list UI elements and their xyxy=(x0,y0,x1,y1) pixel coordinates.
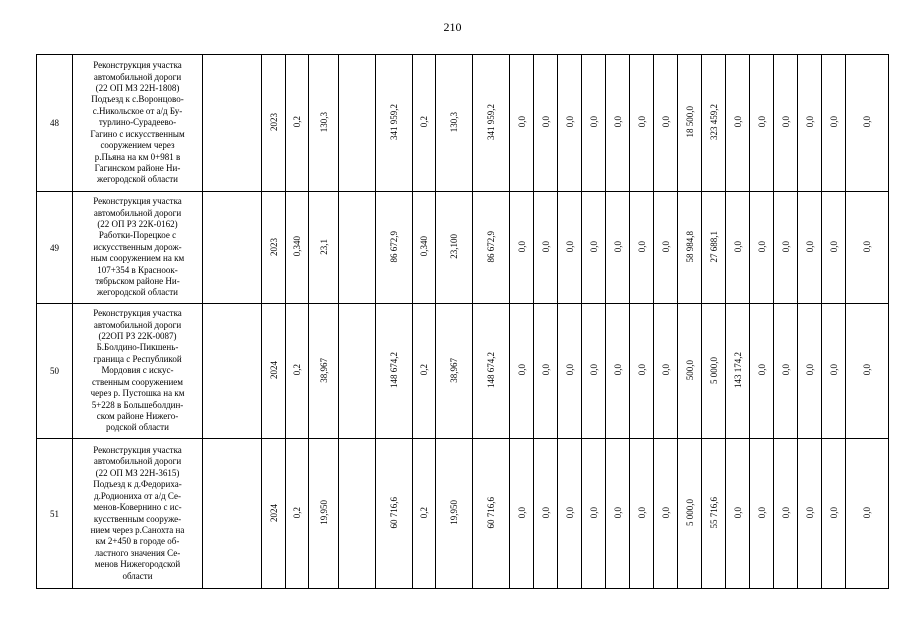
value-text: 27 688,1 xyxy=(708,230,719,263)
value-text: 0,0 xyxy=(804,364,815,376)
value-text: 0,0 xyxy=(660,364,671,376)
value-cell xyxy=(678,192,702,304)
value-text: 0,0 xyxy=(756,506,767,519)
value-cell xyxy=(534,55,558,192)
value-text: 55 716,6 xyxy=(708,496,719,529)
value-text: 0,0 xyxy=(564,240,575,253)
value-cell xyxy=(582,192,606,304)
value-text: 0,0 xyxy=(780,364,791,376)
value-cell xyxy=(262,439,286,589)
value-cell xyxy=(413,439,436,589)
value-text: 0,0 xyxy=(756,364,767,376)
value-text: 0,2 xyxy=(292,364,302,376)
value-text: 0,0 xyxy=(804,240,815,253)
value-text: 323 459,2 xyxy=(708,104,719,140)
value-text: 0,0 xyxy=(732,506,743,519)
value-text: 60 716,6 xyxy=(486,496,496,529)
value-text: 0,0 xyxy=(780,240,791,253)
value-cell xyxy=(510,192,534,304)
value-text: 0,0 xyxy=(516,364,527,376)
value-cell xyxy=(654,439,678,589)
value-cell xyxy=(606,304,630,439)
value-text: 60 716,6 xyxy=(389,496,399,529)
value-text: 0,0 xyxy=(660,240,671,253)
value-cell xyxy=(473,304,510,439)
table-row xyxy=(37,304,889,439)
value-cell xyxy=(558,55,582,192)
value-cell xyxy=(339,439,376,589)
value-cell xyxy=(309,55,339,192)
value-text: 0,0 xyxy=(862,240,872,253)
value-cell xyxy=(774,439,798,589)
value-text: 5 000,0 xyxy=(684,499,695,526)
value-text: 0,0 xyxy=(540,240,551,253)
value-text: 0,340 xyxy=(292,236,302,257)
value-cell xyxy=(750,439,774,589)
value-cell xyxy=(558,192,582,304)
value-text: 0,0 xyxy=(660,116,671,128)
value-text: 0,0 xyxy=(516,506,527,519)
value-cell xyxy=(678,55,702,192)
value-cell xyxy=(309,192,339,304)
value-cell xyxy=(376,192,413,304)
row-number: 51 xyxy=(37,439,73,589)
value-cell xyxy=(339,304,376,439)
value-cell xyxy=(436,55,473,192)
value-text: 86 672,9 xyxy=(486,230,496,263)
value-text: 0,0 xyxy=(612,116,623,128)
value-text: 0,0 xyxy=(804,506,815,519)
value-cell xyxy=(654,304,678,439)
value-cell xyxy=(413,192,436,304)
value-text: 0,0 xyxy=(540,116,551,128)
value-text: 0,0 xyxy=(516,240,527,253)
value-cell xyxy=(534,304,558,439)
value-cell xyxy=(846,55,889,192)
value-text: 341 959,2 xyxy=(486,104,496,140)
value-text: 19,950 xyxy=(318,500,329,525)
value-cell xyxy=(606,55,630,192)
value-cell xyxy=(630,304,654,439)
value-cell xyxy=(473,439,510,589)
value-cell xyxy=(822,192,846,304)
value-text: 0,0 xyxy=(828,506,839,519)
row-number: 50 xyxy=(37,304,73,439)
value-text: 148 674,2 xyxy=(486,352,496,388)
row-number: 48 xyxy=(37,55,73,192)
value-text: 2024 xyxy=(268,503,279,522)
value-cell xyxy=(846,304,889,439)
value-cell xyxy=(630,192,654,304)
value-text: 0,0 xyxy=(862,506,872,519)
value-cell xyxy=(203,304,262,439)
value-text: 5 000,0 xyxy=(708,356,719,384)
value-cell xyxy=(798,192,822,304)
value-cell xyxy=(798,439,822,589)
value-text: 2024 xyxy=(268,361,279,379)
value-cell xyxy=(534,192,558,304)
value-text: 0,340 xyxy=(419,236,429,257)
value-cell xyxy=(726,55,750,192)
value-cell xyxy=(286,55,309,192)
value-cell xyxy=(702,192,726,304)
value-cell xyxy=(413,55,436,192)
value-cell xyxy=(606,439,630,589)
value-text: 0,0 xyxy=(588,364,599,376)
value-cell xyxy=(798,304,822,439)
value-text: 38,967 xyxy=(449,357,459,383)
value-cell xyxy=(630,55,654,192)
value-text: 143 174,2 xyxy=(732,352,743,388)
value-text: 86 672,9 xyxy=(389,230,399,263)
value-cell xyxy=(750,192,774,304)
value-cell xyxy=(822,55,846,192)
value-cell xyxy=(582,439,606,589)
value-cell xyxy=(654,55,678,192)
value-text: 130,3 xyxy=(449,111,459,133)
value-cell xyxy=(286,304,309,439)
object-description: Реконструкция участка автомобильной дороги (22 ОП РЗ 22К-0162) Работки-Порецкое с искусственным дорож- ным сооружением на км 107+354 в Красноок- тябрьском районе Ни- жегородской области xyxy=(73,192,203,304)
value-cell xyxy=(774,192,798,304)
value-text: 0,0 xyxy=(660,506,671,519)
object-description: Реконструкция участка автомобильной дороги (22ОП РЗ 22К-0087) Б.Болдино-Пикшень- граница с Республикой Мордовия с искус- ственным сооружением через р. Пустошка на км 5+228 в Большеболдин- ском районе Нижего- родской области xyxy=(73,304,203,439)
value-cell xyxy=(558,439,582,589)
value-cell xyxy=(510,439,534,589)
value-text: 130,3 xyxy=(318,111,329,133)
value-cell xyxy=(534,439,558,589)
value-text: 0,2 xyxy=(419,506,429,519)
value-text: 0,0 xyxy=(780,116,791,128)
value-cell xyxy=(774,55,798,192)
value-cell xyxy=(702,304,726,439)
value-text: 0,0 xyxy=(612,240,623,253)
value-text: 0,2 xyxy=(419,364,429,376)
table-row xyxy=(37,439,889,589)
value-text: 341 959,2 xyxy=(389,104,399,140)
value-text: 19,950 xyxy=(449,500,459,525)
row-number: 49 xyxy=(37,192,73,304)
value-cell xyxy=(798,55,822,192)
value-cell xyxy=(262,192,286,304)
value-cell xyxy=(582,304,606,439)
value-text: 18 500,0 xyxy=(684,106,695,138)
value-cell xyxy=(436,304,473,439)
value-text: 2023 xyxy=(268,237,279,256)
value-text: 0,0 xyxy=(756,240,767,253)
value-cell xyxy=(750,304,774,439)
value-cell xyxy=(203,192,262,304)
value-cell xyxy=(473,55,510,192)
value-cell xyxy=(702,439,726,589)
value-text: 38,967 xyxy=(318,357,329,383)
object-description: Реконструкция участка автомобильной дороги (22 ОП МЗ 22Н-1808) Подъезд к с.Воронцово- с.Никольское от а/д Бу- турлино-Сурадеево- Гагино с искусственным сооружением через р.Пьяна на км 0+981 в Гагинском районе Ни- жегородской области xyxy=(73,55,203,192)
page-number: 210 xyxy=(443,20,462,34)
value-text: 0,0 xyxy=(588,240,599,253)
value-cell xyxy=(339,192,376,304)
value-text: 0,0 xyxy=(636,240,647,253)
value-cell xyxy=(286,439,309,589)
value-cell xyxy=(702,55,726,192)
table-row xyxy=(37,55,889,192)
value-cell xyxy=(339,55,376,192)
value-cell xyxy=(726,304,750,439)
value-text: 500,0 xyxy=(684,359,695,381)
value-cell xyxy=(750,55,774,192)
value-text: 0,0 xyxy=(636,116,647,128)
value-text: 0,0 xyxy=(564,506,575,519)
value-cell xyxy=(678,439,702,589)
value-text: 0,0 xyxy=(612,364,623,376)
table-row xyxy=(37,192,889,304)
value-cell xyxy=(822,304,846,439)
value-cell xyxy=(606,192,630,304)
value-cell xyxy=(286,192,309,304)
value-cell xyxy=(582,55,606,192)
value-text: 0,0 xyxy=(540,364,551,376)
value-text: 0,0 xyxy=(862,364,872,376)
value-cell xyxy=(510,55,534,192)
value-text: 0,0 xyxy=(732,240,743,253)
value-text: 0,0 xyxy=(588,506,599,519)
value-text: 0,2 xyxy=(419,116,429,128)
value-text: 58 984,8 xyxy=(684,230,695,263)
value-text: 0,0 xyxy=(756,116,767,128)
value-cell xyxy=(309,304,339,439)
value-cell xyxy=(846,192,889,304)
value-cell xyxy=(436,439,473,589)
value-text: 2023 xyxy=(268,113,279,131)
value-cell xyxy=(376,304,413,439)
value-text: 148 674,2 xyxy=(389,352,399,388)
value-text: 0,0 xyxy=(564,116,575,128)
value-text: 0,0 xyxy=(862,116,872,128)
value-cell xyxy=(846,439,889,589)
value-cell xyxy=(309,439,339,589)
value-text: 0,0 xyxy=(732,116,743,128)
value-cell xyxy=(726,192,750,304)
value-cell xyxy=(774,304,798,439)
value-text: 0,0 xyxy=(636,506,647,519)
value-cell xyxy=(558,304,582,439)
value-text: 0,2 xyxy=(292,116,302,128)
value-cell xyxy=(678,304,702,439)
value-cell xyxy=(376,439,413,589)
value-text: 0,0 xyxy=(564,364,575,376)
value-text: 0,0 xyxy=(540,506,551,519)
value-text: 23,1 xyxy=(318,238,329,255)
value-cell xyxy=(262,55,286,192)
value-text: 0,0 xyxy=(804,116,815,128)
value-cell xyxy=(413,304,436,439)
road-reconstruction-table xyxy=(36,54,889,589)
value-text: 0,0 xyxy=(828,364,839,376)
value-text: 0,0 xyxy=(828,240,839,253)
value-text: 0,0 xyxy=(828,116,839,128)
value-text: 0,0 xyxy=(780,506,791,519)
value-cell xyxy=(822,439,846,589)
value-cell xyxy=(726,439,750,589)
value-text: 0,0 xyxy=(516,116,527,128)
value-cell xyxy=(630,439,654,589)
value-cell xyxy=(436,192,473,304)
value-cell xyxy=(262,304,286,439)
value-text: 0,0 xyxy=(588,116,599,128)
value-cell xyxy=(473,192,510,304)
value-cell xyxy=(203,439,262,589)
value-text: 0,0 xyxy=(612,506,623,519)
value-cell xyxy=(654,192,678,304)
value-text: 23,100 xyxy=(449,234,459,259)
value-cell xyxy=(510,304,534,439)
value-cell xyxy=(203,55,262,192)
object-description: Реконструкция участка автомобильной дороги (22 ОП МЗ 22Н-3615) Подъезд к д.Федориха- д.Родиониха от а/д Се- менов-Ковернино с ис- кусственным сооруже- нием через р.Санохта на км 2+450 в городе об- ластного значения Се- менов Нижегородской области xyxy=(73,439,203,589)
value-text: 0,0 xyxy=(636,364,647,376)
value-cell xyxy=(376,55,413,192)
value-text: 0,2 xyxy=(292,506,302,519)
